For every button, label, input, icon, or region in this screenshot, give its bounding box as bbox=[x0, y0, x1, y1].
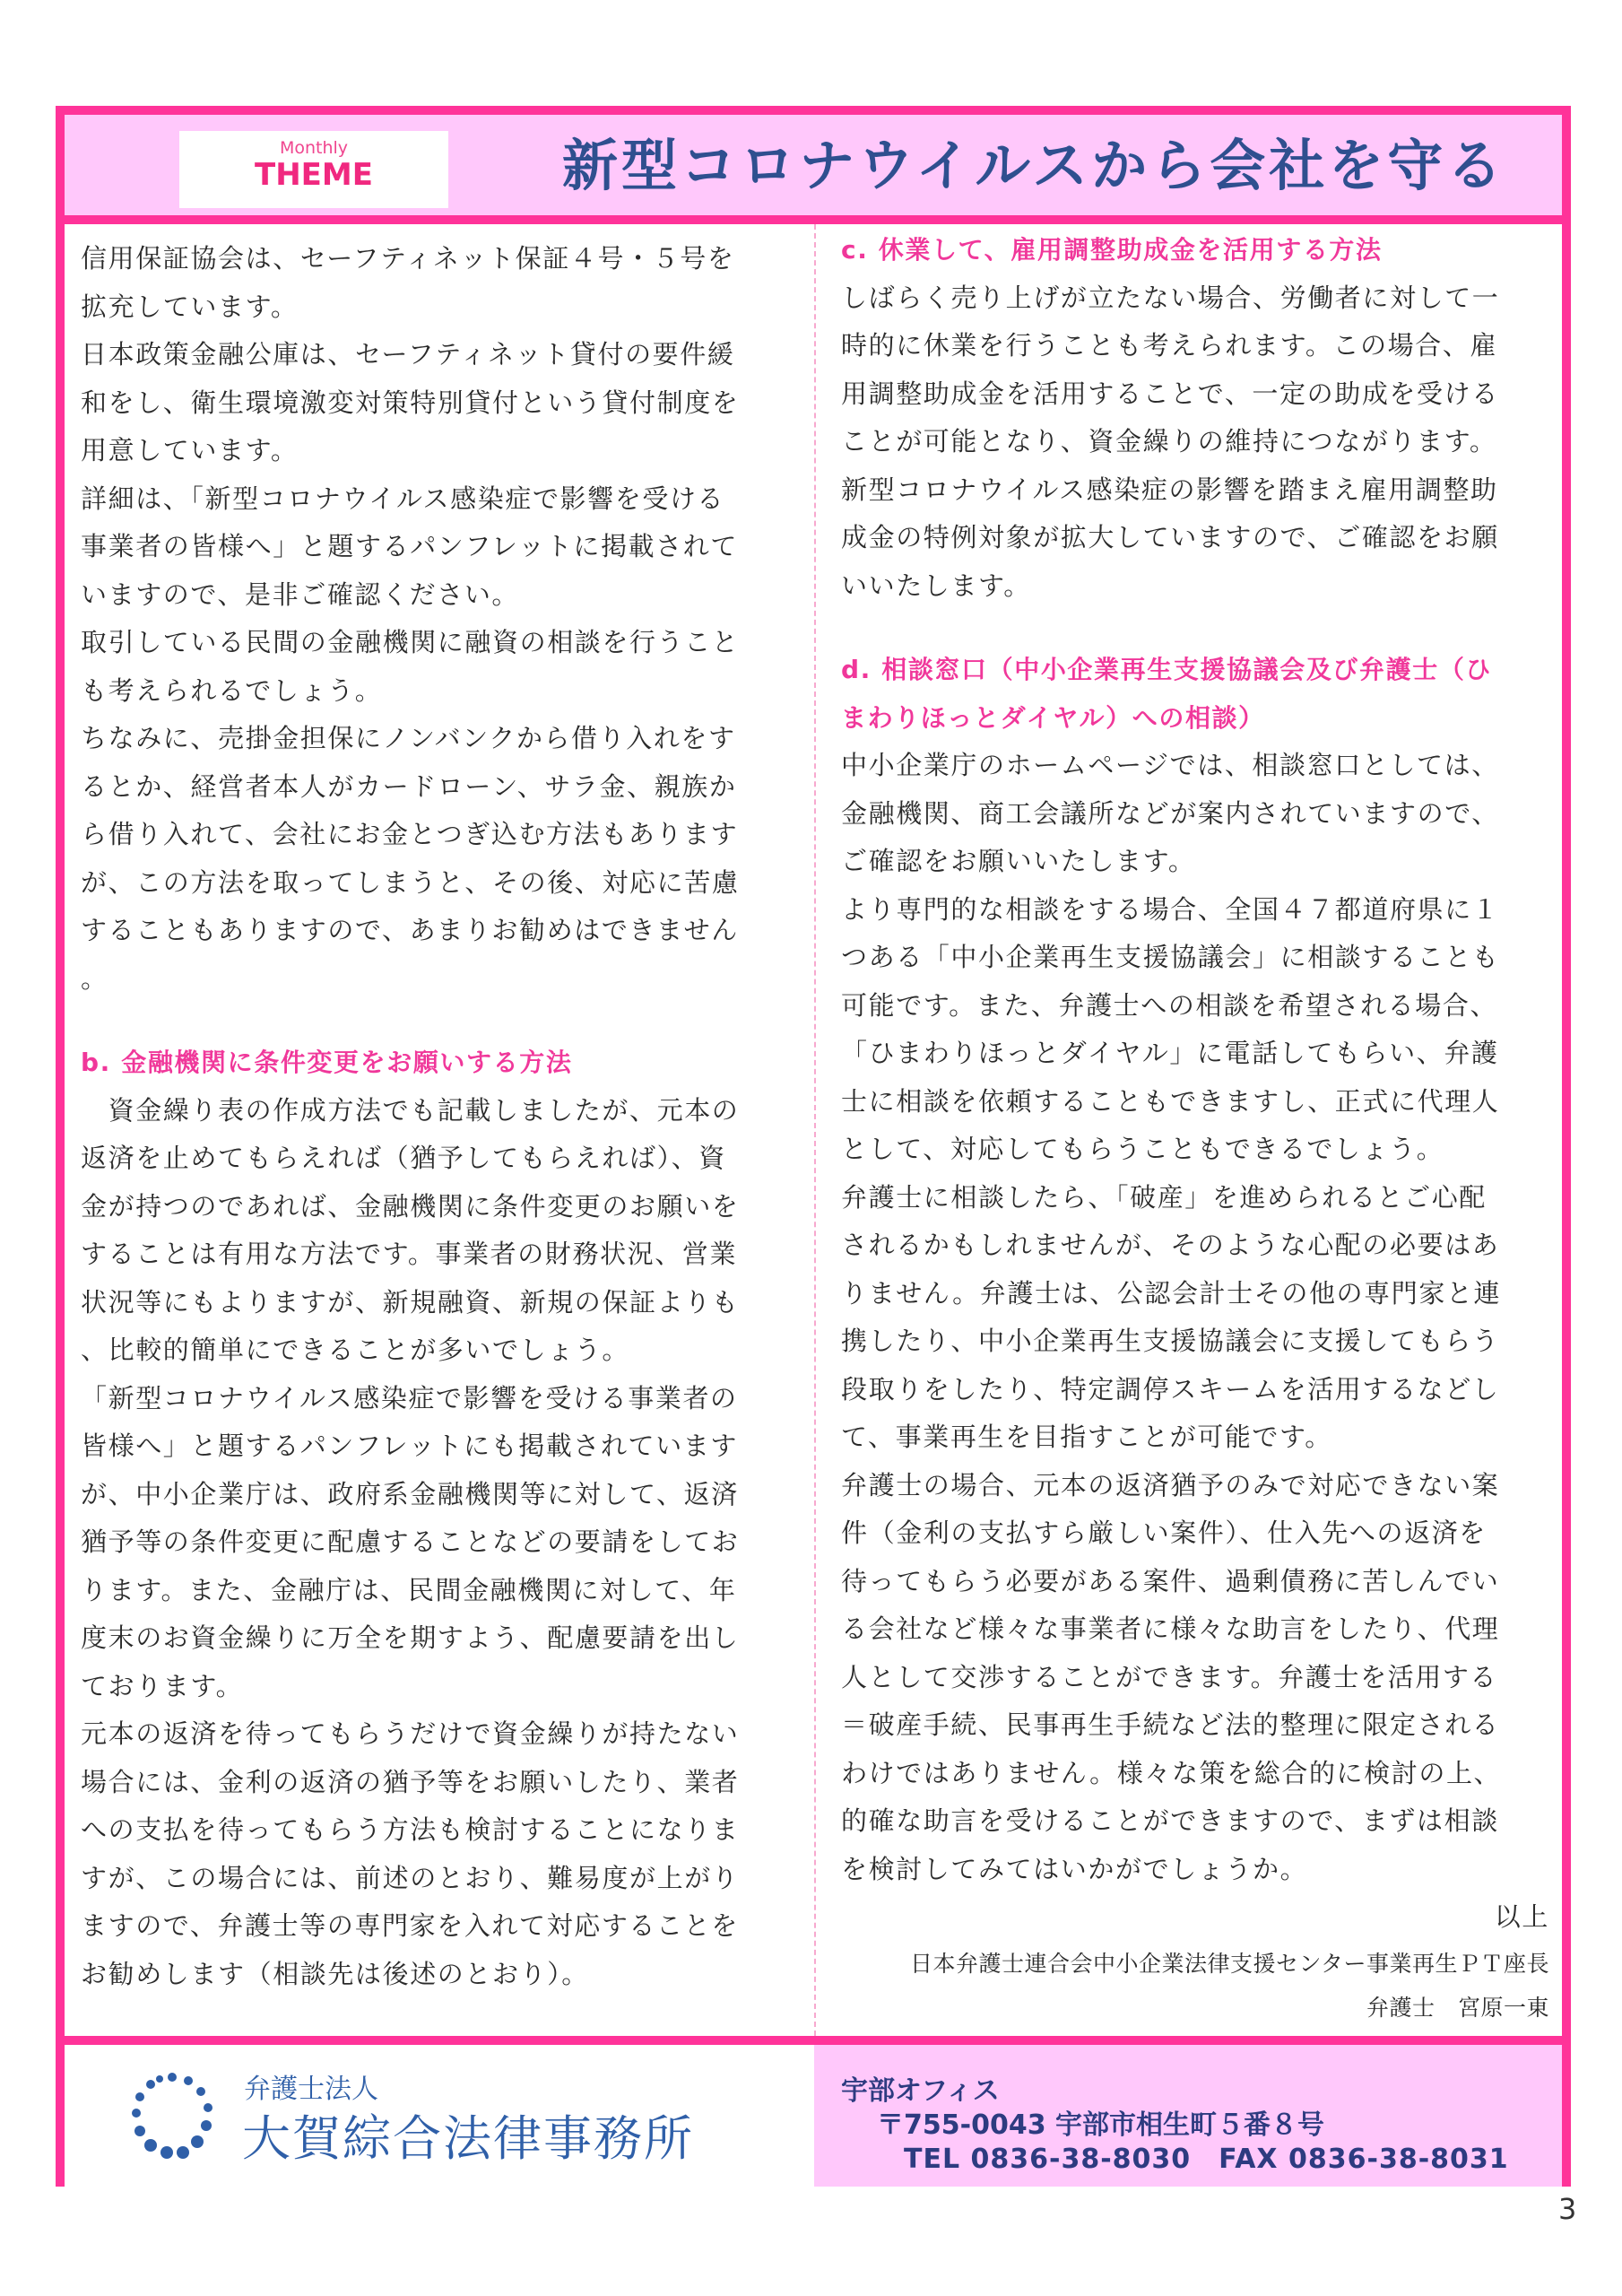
blank-spacer bbox=[841, 610, 1549, 646]
body-text-line: が、この方法を取ってしまうと、その後、対応に苦慮 bbox=[81, 866, 740, 898]
body-text-line: より専門的な相談をする場合、全国４７都道府県に１ bbox=[841, 893, 1500, 925]
body-text-line: ことが可能となり、資金繰りの維持につながります。 bbox=[841, 426, 1497, 457]
author-signature: 弁護士 宮原一東 bbox=[1366, 1994, 1549, 2021]
body-text-line: て、事業再生を目指すことが可能です。 bbox=[841, 1422, 1332, 1452]
body-text-line: 成金の特例対象が拡大していますので、ご確認をお願 bbox=[841, 522, 1499, 552]
body-text-line: することは有用な方法です。事業者の財務状況、営業 bbox=[81, 1239, 738, 1269]
body-text-line: ご確認をお願いいたします。 bbox=[841, 846, 1196, 876]
section-heading: d. 相談窓口（中小企業再生支援協議会及び弁護士（ひ bbox=[841, 655, 1493, 684]
body-text-line: 携したり、中小企業再生支援協議会に支援してもらう bbox=[841, 1326, 1500, 1356]
body-text-line: るとか、経営者本人がカードローン、サラ金、親族か bbox=[81, 770, 737, 802]
wreath-logo-icon bbox=[127, 2070, 217, 2160]
right-column bbox=[841, 226, 1549, 2030]
article-body bbox=[65, 224, 1562, 2036]
body-text-line: わけではありません。様々な策を総合的に検討の上、 bbox=[841, 1757, 1502, 1788]
theme-label: THEME bbox=[255, 157, 373, 193]
author-signature: 日本弁護士連合会中小企業法律支援センター事業再生ＰＴ座長 bbox=[909, 1950, 1549, 1977]
body-text-line: として、対応してもらうこともできるでしょう。 bbox=[841, 1134, 1444, 1164]
body-text-line: も考えられるでしょう。 bbox=[81, 674, 383, 706]
body-text-line: 、比較的簡単にできることが多いでしょう。 bbox=[81, 1335, 630, 1365]
firm-name: 大賀綜合法律事務所 bbox=[242, 2110, 694, 2167]
body-text-line: いいたします。 bbox=[841, 570, 1031, 601]
body-text-line: しばらく売り上げが立たない場合、労働者に対して一 bbox=[841, 282, 1500, 313]
page-title: 新型コロナウイルスから会社を守る bbox=[562, 133, 1506, 198]
body-text-line: 。 bbox=[81, 962, 108, 994]
body-text-line: 皆様へ」と題するパンフレットにも掲載されています bbox=[81, 1431, 738, 1461]
body-text-line: されるかもしれませんが、そのような心配の必要はあ bbox=[841, 1230, 1500, 1260]
body-text-line: 中小企業庁のホームページでは、相談窓口としては、 bbox=[841, 750, 1499, 780]
body-text-line: 場合には、金利の返済の猶予等をお願いしたり、業者 bbox=[81, 1766, 740, 1797]
left-column bbox=[81, 235, 798, 1998]
office-name: 宇部オフィス bbox=[841, 2075, 1000, 2107]
office-contact bbox=[814, 2045, 1562, 2187]
body-text-line: 状況等にもよりますが、新規融資、新規の保証よりも bbox=[81, 1286, 740, 1318]
section-heading: c. 休業して、雇用調整助成金を活用する方法 bbox=[841, 235, 1383, 265]
body-text-line: 猶予等の条件変更に配慮することなどの要請をしてお bbox=[81, 1526, 740, 1557]
body-text-line: ております。 bbox=[81, 1670, 244, 1701]
body-text-line: ら借り入れて、会社にお金とつぎ込む方法もあります bbox=[81, 819, 739, 849]
body-text-line: 可能です。また、弁護士への相談を希望される場合、 bbox=[841, 989, 1498, 1021]
body-text-line: ります。また、金融庁は、民間金融機関に対して、年 bbox=[81, 1574, 737, 1605]
body-text-line: 「ひまわりほっとダイヤル」に電話してもらい、弁護 bbox=[841, 1038, 1499, 1068]
firm-logo-area bbox=[65, 2045, 814, 2187]
body-text-line: 元本の返済を待ってもらうだけで資金繰りが持たない bbox=[81, 1718, 740, 1749]
body-text-line: 和をし、衛生環境激変対策特別貸付という貸付制度を bbox=[81, 387, 740, 418]
body-text-line: を検討してみてはいかがでしょうか。 bbox=[841, 1853, 1308, 1884]
body-text-line: 的確な助言を受けることができますので、まずは相談 bbox=[841, 1805, 1499, 1836]
body-text-line: すが、この場合には、前述のとおり、難易度が上がり bbox=[81, 1862, 740, 1893]
body-text-line: つある「中小企業再生支援協議会」に相談することも bbox=[841, 942, 1500, 972]
body-text-line: ますので、弁護士等の専門家を入れて対応することを bbox=[81, 1910, 739, 1941]
body-text-line: 日本政策金融公庫は、セーフティネット貸付の要件緩 bbox=[81, 339, 735, 370]
body-text-line: 詳細は、「新型コロナウイルス感染症で影響を受ける bbox=[81, 483, 725, 514]
section-heading: まわりほっとダイヤル）への相談） bbox=[841, 702, 1265, 733]
column-divider bbox=[814, 224, 816, 2036]
body-text-line: 返済を止めてもらえれば（猶予してもらえれば）、資 bbox=[81, 1143, 726, 1173]
body-text-line: 人として交渉することができます。弁護士を活用する bbox=[841, 1661, 1498, 1692]
body-text-line: 弁護士に相談したら、「破産」を進められるとご心配 bbox=[841, 1181, 1487, 1213]
section-heading: b. 金融機関に条件変更をお願いする方法 bbox=[81, 1048, 573, 1077]
body-text-line: 拡充しています。 bbox=[81, 291, 299, 322]
body-text-line: 度末のお資金繰りに万全を期すよう、配慮要請を出し bbox=[81, 1622, 740, 1653]
body-text-line: 資金繰り表の作成方法でも記載しましたが、元本の bbox=[81, 1094, 740, 1126]
firm-type: 弁護士法人 bbox=[244, 2074, 378, 2105]
newsletter-frame bbox=[56, 106, 1571, 2187]
body-text-line: 用調整助成金を活用することで、一定の助成を受ける bbox=[841, 378, 1499, 409]
body-text-line: が、中小企業庁は、政府系金融機関等に対して、返済 bbox=[81, 1478, 739, 1509]
body-text-line: 金が持つのであれば、金融機関に条件変更のお願いを bbox=[81, 1190, 740, 1222]
body-text-line: お勧めします（相談先は後述のとおり）。 bbox=[81, 1958, 589, 1989]
body-text-line: 弁護士の場合、元本の返済猶予のみで対応できない案 bbox=[841, 1469, 1500, 1500]
body-text-line: することもありますので、あまりお勧めはできません bbox=[81, 915, 739, 945]
office-phone-fax: TEL 0836-38-8030 FAX 0836-38-8031 bbox=[904, 2144, 1509, 2175]
monthly-label: Monthly bbox=[279, 138, 349, 158]
footer bbox=[65, 2036, 1562, 2187]
body-text-line: 「新型コロナウイルス感染症で影響を受ける事業者の bbox=[81, 1382, 738, 1413]
body-text-line: 新型コロナウイルス感染症の影響を踏まえ雇用調整助 bbox=[841, 474, 1498, 505]
body-text-line: への支払を待ってもらう方法も検討することになりま bbox=[81, 1814, 740, 1845]
body-text-line: 取引している民間の金融機関に融資の相談を行うこと bbox=[81, 627, 740, 657]
closing-text: 以上 bbox=[1494, 1901, 1549, 1932]
body-text-line: る会社など様々な事業者に様々な助言をしたり、代理 bbox=[841, 1613, 1500, 1644]
blank-spacer bbox=[81, 1003, 798, 1039]
body-text-line: 用意しています。 bbox=[81, 435, 299, 465]
monthly-theme-badge bbox=[179, 131, 448, 208]
body-text-line: 事業者の皆様へ」と題するパンフレットに掲載されて bbox=[81, 531, 738, 561]
body-text-line: 段取りをしたり、特定調停スキームを活用するなどし bbox=[841, 1373, 1500, 1405]
body-text-line: 待ってもらう必要がある案件、過剰債務に苦しんでい bbox=[841, 1565, 1500, 1596]
body-text-line: 件（金利の支払すら厳しい案件）、仕入先への返済を bbox=[841, 1518, 1487, 1548]
body-text-line: ちなみに、売掛金担保にノンバンクから借り入れをす bbox=[81, 723, 736, 753]
body-text-line: いますので、是非ご確認ください。 bbox=[81, 578, 520, 610]
body-text-line: 信用保証協会は、セーフティネット保証４号・５号を bbox=[81, 243, 735, 274]
office-address: 〒755-0043 宇部市相生町５番８号 bbox=[877, 2109, 1325, 2141]
page-number: 3 bbox=[1558, 2192, 1577, 2226]
body-text-line: 時的に休業を行うことも考えられます。この場合、雇 bbox=[841, 330, 1498, 361]
body-text-line: 金融機関、商工会議所などが案内されていますので、 bbox=[841, 797, 1499, 829]
header-banner bbox=[65, 115, 1562, 224]
body-text-line: りません。弁護士は、公認会計士その他の専門家と連 bbox=[841, 1277, 1502, 1309]
body-text-line: 士に相談を依頼することもできますし、正式に代理人 bbox=[841, 1085, 1500, 1117]
body-text-line: ＝破産手続、民事再生手続など法的整理に限定される bbox=[841, 1709, 1500, 1740]
